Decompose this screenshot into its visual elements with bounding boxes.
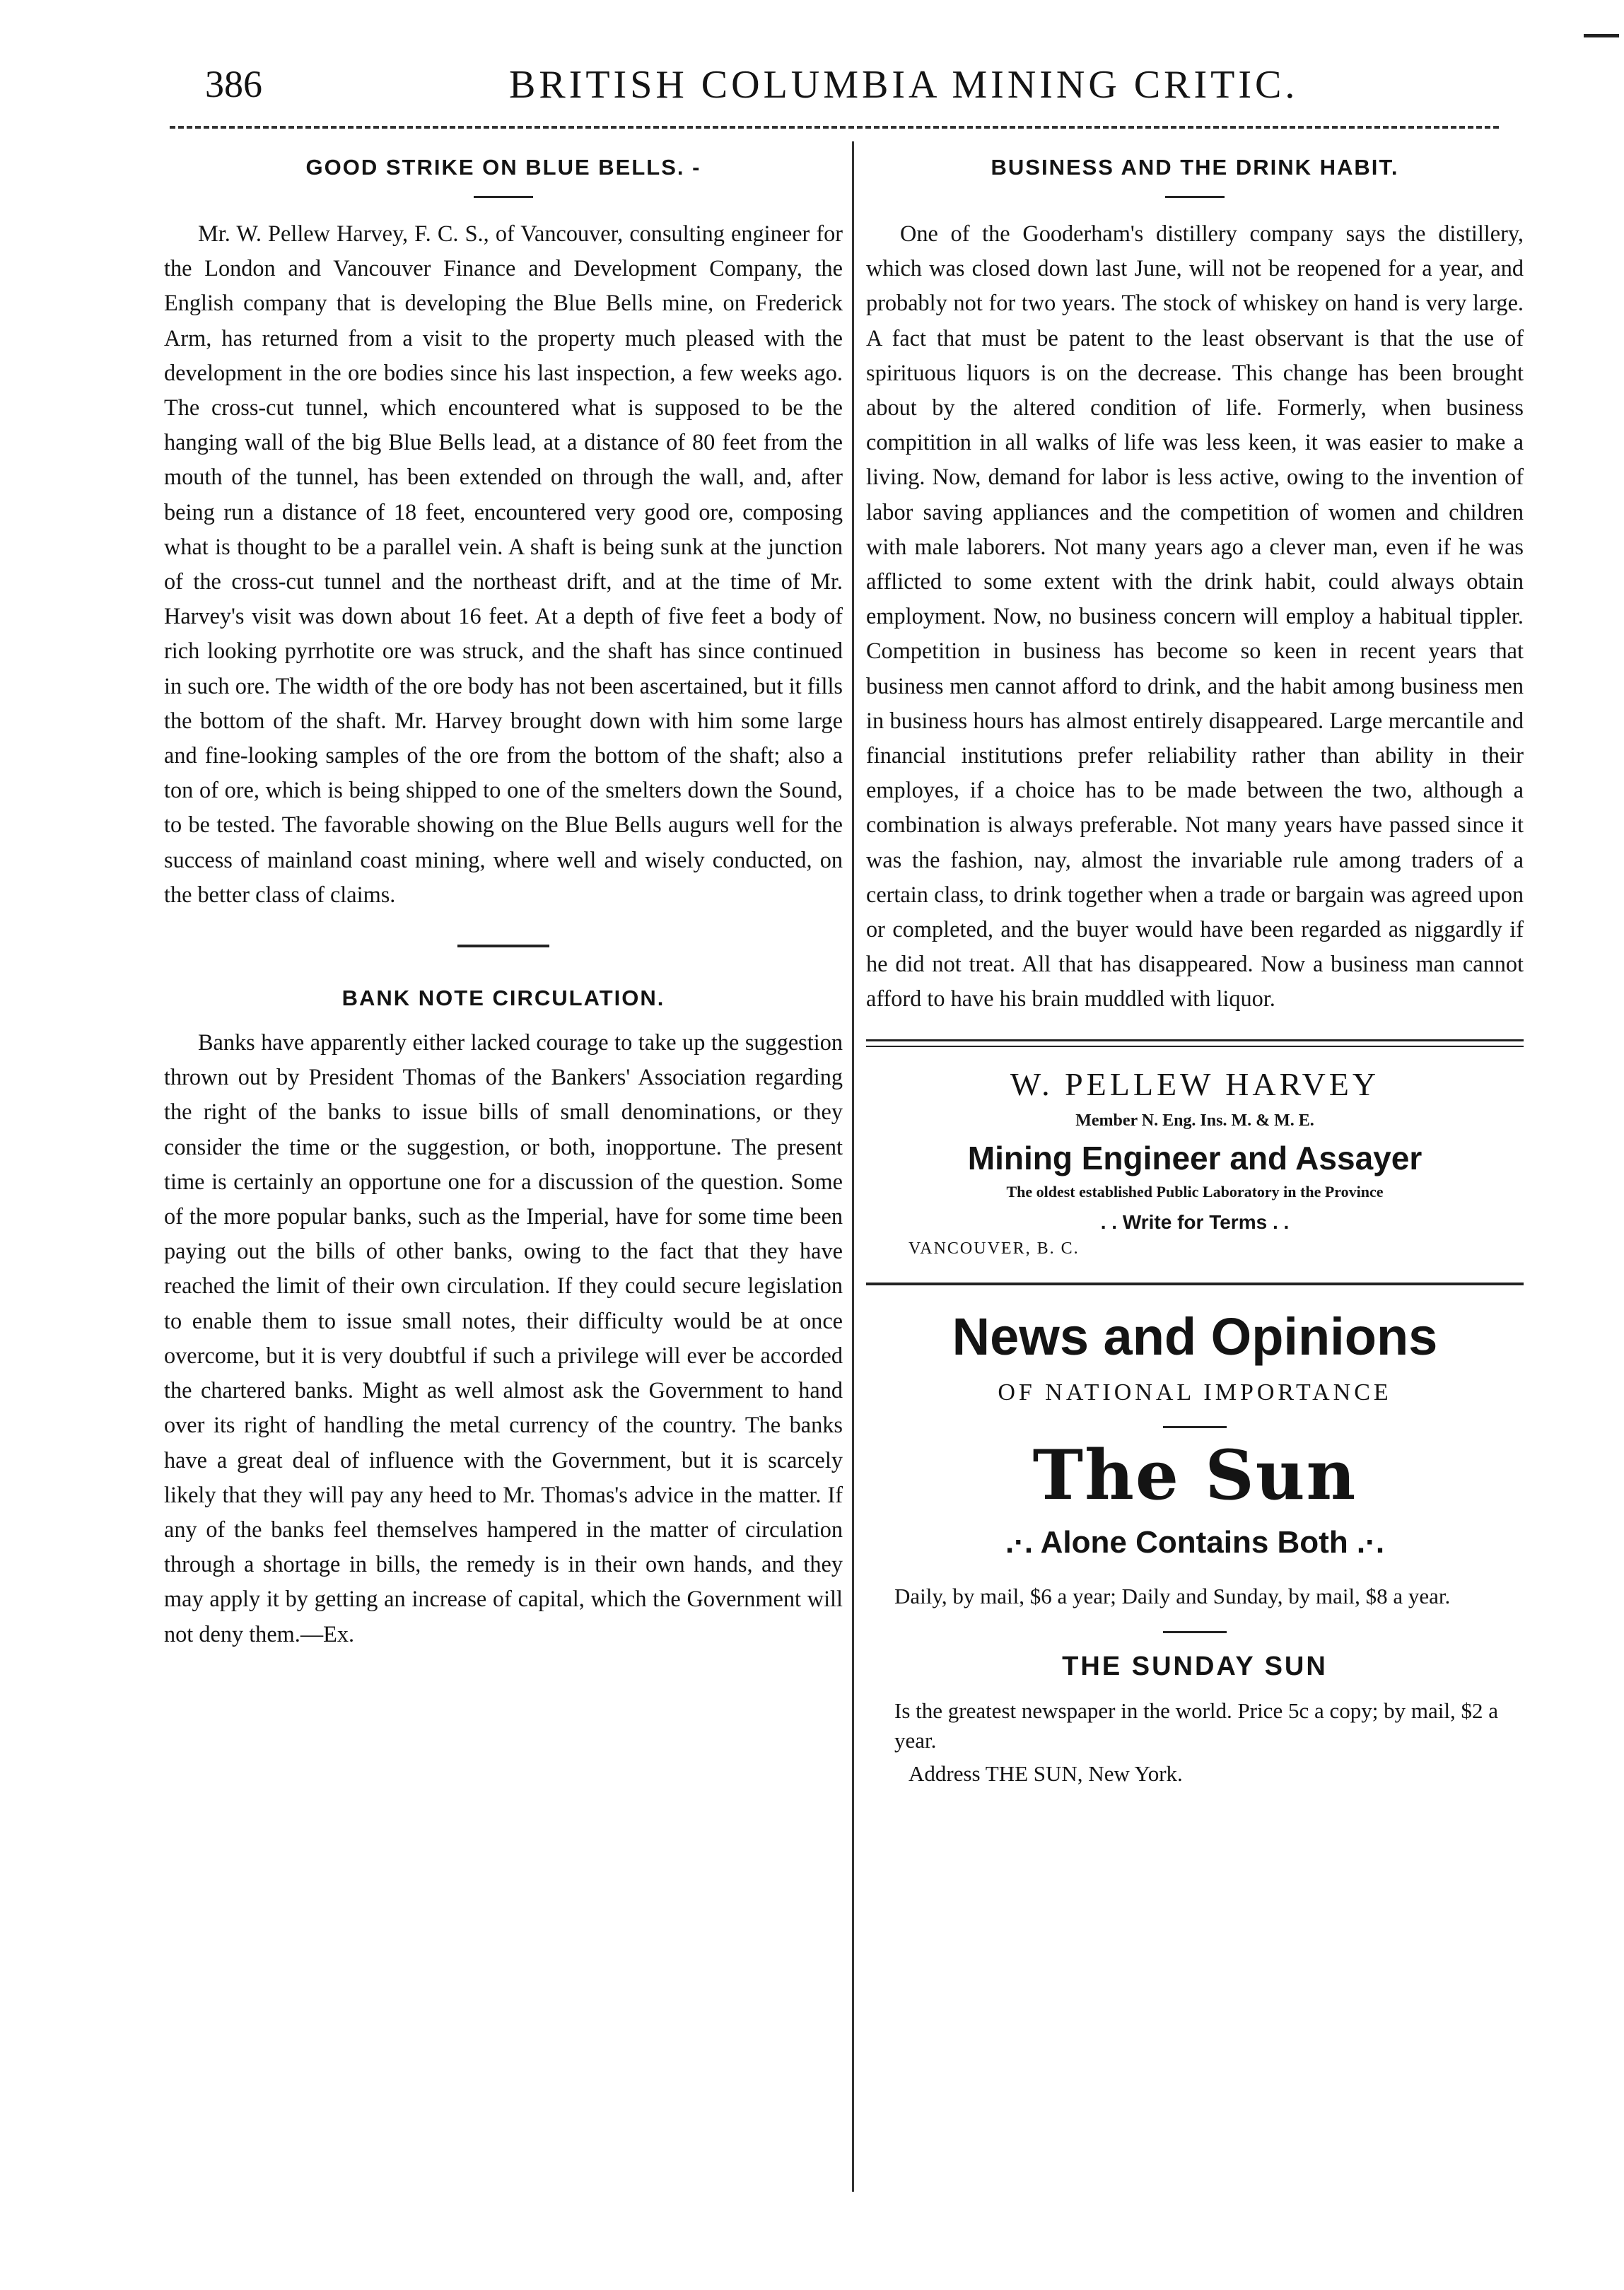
ad-sun-address: Address THE SUN, New York. <box>909 1760 1183 1786</box>
ad-sun-alone-contains-both: .·. Alone Contains Both .·. <box>1005 1524 1385 1560</box>
title-rule <box>1165 196 1225 198</box>
advertisement-the-sun <box>866 1307 1524 1787</box>
ad-sun-headline: News and Opinions <box>952 1307 1438 1366</box>
ad-harvey-tagline: The oldest established Public Laboratory in the Province <box>1006 1182 1384 1201</box>
ad-sun-separator <box>1163 1426 1227 1428</box>
article-body-blue-bells: Mr. W. Pellew Harvey, F. C. S., of Vancouver, consulting engineer for the London and Vancouver Finance and Development Company, the English company that is developing the Blue Bells mine, on Frederick Arm, has returned from a visit to the property much pleased with the development in the ore bodies since his last inspection, a few weeks ago. The cross-cut tunnel, which encountered what is supposed to be the hanging wall of the big Blue Bells lead, at a distance of 80 feet from the mouth of the tunnel, has been extended on through the wall, and, after being run a distance of 18 feet, encountered very good ore, composing what is thought to be a parallel vein. A shaft is being sunk at the junction of the cross-cut tunnel and the northeast drift, and at the time of Mr. Harvey's visit was down about 16 feet. At a depth of five feet a body of rich looking pyrrhotite ore was struck, and the shaft has since continued in such ore. The width of the ore body has not been ascertained, but it fills the bottom of the shaft. Mr. Harvey brought down with him some large and fine-looking samples of the ore from the bottom of the shaft; also a ton of ore, which is being shipped to one of the smelters down the Sound, to be tested. The favorable showing on the Blue Bells augurs well for the success of mainland coast mining, where well and wisely conducted, on the better class of claims. <box>164 221 843 907</box>
advertisement-rule <box>866 1283 1524 1285</box>
ad-sun-subline: OF NATIONAL IMPORTANCE <box>998 1379 1392 1406</box>
ad-harvey-name: W. PELLEW HARVEY <box>1010 1065 1380 1102</box>
ad-harvey-location: VANCOUVER, B. C. <box>909 1239 1080 1258</box>
right-column <box>866 145 1524 1787</box>
running-title: BRITISH COLUMBIA MINING CRITIC. <box>509 63 1299 107</box>
ad-harvey-membership: Member N. Eng. Ins. M. & M. E. <box>1075 1111 1314 1130</box>
article-title-blue-bells: GOOD STRIKE ON BLUE BELLS. - <box>305 155 701 180</box>
column-divider <box>852 141 854 2192</box>
ad-sun-daily-price: Daily, by mail, $6 a year; Daily and Sunday, by mail, $8 a year. <box>894 1583 1451 1608</box>
section-divider <box>457 945 549 947</box>
article-body-drink-habit: One of the Gooderham's distillery company says the distillery, which was closed down last June, will not be reopened for a year, and probably not for two years. The stock of whiskey on hand is very large. A fact that must be patent to the least observant is that the use of spirituous liquors is on the decrease. This change has been brought about by the altered condition of life. Formerly, when business compitition in all walks of life was less keen, it was easier to make a living. Now, demand for labor is less active, owing to the invention of labor saving appliances and the competition of women and children with male laborers. Not many years ago a clever man, even if he was afflicted to some extent with the drink habit, could always obtain employment. Now, no business concern will employ a habitual tippler. Competition in business has become so keen in recent years that business men cannot afford to drink, and the habit among business men in business hours has almost entirely disappeared. Large mercantile and financial institutions prefer reliability rather than ability in their employes, if a choice has to be made between the two, although a combination is always preferable. Not many years have passed since it was the fashion, nay, almost the invariable rule among traders of a certain class, to drink together when a trade or bargain was agreed upon or completed, and the buyer would have been regarded as niggardly if he did not treat. All that has disappeared. Now a business man cannot afford to have his brain muddled with liquor. <box>866 221 1524 1012</box>
article-title-drink-habit: BUSINESS AND THE DRINK HABIT. <box>991 155 1399 180</box>
header-rule <box>170 126 1499 129</box>
ad-sun-sunday-text: Is the greatest newspaper in the world. Price 5c a copy; by mail, $2 a year. <box>894 1698 1498 1753</box>
ad-sun-sunday-title: THE SUNDAY SUN <box>1062 1651 1328 1681</box>
title-rule <box>474 196 533 198</box>
ad-harvey-profession: Mining Engineer and Assayer <box>967 1139 1423 1176</box>
page-header <box>205 62 1299 126</box>
article-title-bank-note: BANK NOTE CIRCULATION. <box>341 986 665 1011</box>
article-body-bank-note: Banks have apparently either lacked courage to take up the suggestion thrown out by President Thomas of the Bankers' Association regarding the right of the banks to issue bills of small denominations, or they consider the time or the suggestion, or both, inopportune. The present time is certainly an opportune one for a discussion of the question. Some of the more popular banks, such as the Imperial, have for some time been paying out the bills of other banks, owing to the fact that they have reached the limit of their own circulation. If they could secure legislation to enable them to issue small notes, their difficulty would be at once overcome, but it is very doubtful if such a privilege will ever be accorded the chartered banks. Might as well almost ask the Government to hand over its right of handling the metal currency of the country. The banks have a great deal of influence with the Government, but it is scarcely likely that they will pay any heed to Mr. Thomas's advice in the matter. If any of the banks feel themselves hampered in the matter of circulation through a shortage in bills, the remedy is in their own hands, and they may apply it by getting an increase of capital, which the Government will not deny them.—Ex. <box>164 1029 843 1647</box>
corner-mark <box>1584 34 1619 37</box>
advertisement-harvey <box>866 1065 1524 1258</box>
ad-sun-separator <box>1163 1631 1227 1633</box>
page-number: 386 <box>205 63 262 105</box>
advertisement-rule <box>866 1039 1524 1047</box>
left-column <box>164 145 843 1652</box>
ad-harvey-write-for-terms: . . Write for Terms . . <box>1100 1210 1290 1233</box>
ad-sun-masthead: The Sun <box>1032 1435 1357 1515</box>
